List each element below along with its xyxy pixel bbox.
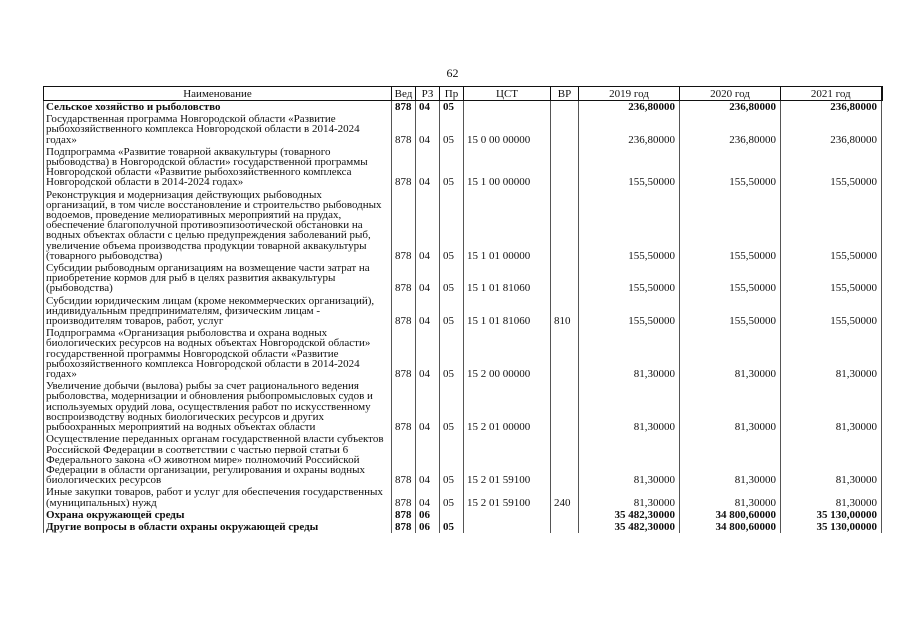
amount-2020-cell: 155,50000	[680, 189, 781, 262]
vr-cell	[551, 327, 579, 380]
amount-2021-cell: 35 130,00000	[781, 509, 882, 521]
cst-cell	[464, 521, 551, 533]
rz-cell: 04	[416, 262, 440, 295]
ved-cell: 878	[392, 521, 416, 533]
table-row	[44, 101, 882, 114]
amount-2021-cell: 155,50000	[781, 146, 882, 189]
header-ved: Вед	[392, 87, 416, 101]
rz-cell: 06	[416, 521, 440, 533]
amount-2019-cell: 155,50000	[579, 189, 680, 262]
header-2020: 2020 год	[680, 87, 781, 101]
amount-2019-cell: 81,30000	[579, 486, 680, 508]
cst-cell: 15 1 01 81060	[464, 295, 551, 328]
header-name: Наименование	[44, 87, 392, 101]
amount-2020-cell: 81,30000	[680, 486, 781, 508]
amount-2021-cell: 81,30000	[781, 380, 882, 433]
ved-cell: 878	[392, 327, 416, 380]
vr-cell	[551, 262, 579, 295]
name-cell: Иные закупки товаров, работ и услуг для обеспечения государственных (муниципальных) нужд	[44, 486, 392, 508]
vr-cell	[551, 380, 579, 433]
ved-cell: 878	[392, 509, 416, 521]
amount-2019-cell: 81,30000	[579, 433, 680, 486]
ved-cell: 878	[392, 433, 416, 486]
rz-cell: 04	[416, 189, 440, 262]
table-row	[44, 380, 882, 433]
cst-cell	[464, 101, 551, 114]
vr-cell	[551, 189, 579, 262]
amount-2019-cell: 155,50000	[579, 295, 680, 328]
amount-2021-cell: 236,80000	[781, 101, 882, 114]
cst-cell: 15 0 00 00000	[464, 113, 551, 146]
pr-cell: 05	[440, 327, 464, 380]
cst-cell: 15 2 01 59100	[464, 433, 551, 486]
amount-2020-cell: 236,80000	[680, 113, 781, 146]
name-cell: Подпрограмма «Развитие товарной аквакультуры (товарного рыбоводства) в Новгородской области» государственной программы Новгородской области «Развитие рыбохозяйственного комплекса Новгородской области в 2014-2024 годах»	[44, 146, 392, 189]
table-row	[44, 113, 882, 146]
rz-cell: 04	[416, 433, 440, 486]
header-2021: 2021 год	[781, 87, 882, 101]
name-cell: Государственная программа Новгородской области «Развитие рыбохозяйственного комплекса Новгородской области в 2014-2024 годах»	[44, 113, 392, 146]
amount-2020-cell: 81,30000	[680, 433, 781, 486]
ved-cell: 878	[392, 486, 416, 508]
table-row	[44, 521, 882, 533]
name-cell: Осуществление переданных органам государственной власти субъектов Российской Федерации в соответствии с частью первой статьи 6 Федерального закона «О животном мире» полномочий Российской Федерации в области организации, регулирования и охраны водных биологических ресурсов	[44, 433, 392, 486]
amount-2021-cell: 236,80000	[781, 113, 882, 146]
amount-2021-cell: 81,30000	[781, 486, 882, 508]
page-number: 62	[446, 66, 459, 80]
table-row	[44, 327, 882, 380]
name-cell: Охрана окружающей среды	[44, 509, 392, 521]
rz-cell: 04	[416, 146, 440, 189]
amount-2019-cell: 236,80000	[579, 113, 680, 146]
amount-2020-cell: 155,50000	[680, 295, 781, 328]
amount-2021-cell: 81,30000	[781, 327, 882, 380]
pr-cell: 05	[440, 380, 464, 433]
pr-cell: 05	[440, 433, 464, 486]
amount-2019-cell: 236,80000	[579, 101, 680, 114]
table-row	[44, 295, 882, 328]
pr-cell	[440, 509, 464, 521]
amount-2019-cell: 35 482,30000	[579, 521, 680, 533]
amount-2021-cell: 35 130,00000	[781, 521, 882, 533]
amount-2020-cell: 155,50000	[680, 262, 781, 295]
name-cell: Субсидии юридическим лицам (кроме некоммерческих организаций), индивидуальным предпринимателям, физическим лицам - производителям товаров, работ, услуг	[44, 295, 392, 328]
pr-cell: 05	[440, 262, 464, 295]
rz-cell: 04	[416, 327, 440, 380]
amount-2020-cell: 155,50000	[680, 146, 781, 189]
rz-cell: 04	[416, 380, 440, 433]
table-header-row	[44, 87, 882, 101]
header-rz: РЗ	[416, 87, 440, 101]
rz-cell: 04	[416, 486, 440, 508]
ved-cell: 878	[392, 146, 416, 189]
vr-cell	[551, 433, 579, 486]
ved-cell: 878	[392, 380, 416, 433]
rz-cell: 04	[416, 113, 440, 146]
cst-cell: 15 2 01 59100	[464, 486, 551, 508]
cst-cell: 15 2 01 00000	[464, 380, 551, 433]
name-cell: Реконструкция и модернизация действующих рыбоводных организаций, в том числе восстановление и строительство рыбоводных водоемов, проведение мелиоративных мероприятий на прудах, обеспечение благополучной противоэпизоотической обстановки на водных объектах области с целью предупреждения заболеваний рыб, увеличение объема производства продукции товарной аквакультуры (товарного рыбоводства)	[44, 189, 392, 262]
header-vr: ВР	[551, 87, 579, 101]
amount-2020-cell: 34 800,60000	[680, 509, 781, 521]
rz-cell: 04	[416, 101, 440, 114]
name-cell: Субсидии рыбоводным организациям на возмещение части затрат на приобретение кормов для рыб в целях развития аквакультуры (рыбоводства)	[44, 262, 392, 295]
vr-cell	[551, 101, 579, 114]
ved-cell: 878	[392, 113, 416, 146]
ved-cell: 878	[392, 295, 416, 328]
cst-cell: 15 1 00 00000	[464, 146, 551, 189]
amount-2020-cell: 81,30000	[680, 380, 781, 433]
vr-cell	[551, 521, 579, 533]
table-body	[44, 101, 882, 534]
cst-cell: 15 2 00 00000	[464, 327, 551, 380]
amount-2019-cell: 35 482,30000	[579, 509, 680, 521]
amount-2021-cell: 155,50000	[781, 262, 882, 295]
vr-cell: 240	[551, 486, 579, 508]
header-pr: Пр	[440, 87, 464, 101]
pr-cell: 05	[440, 146, 464, 189]
amount-2020-cell: 34 800,60000	[680, 521, 781, 533]
amount-2021-cell: 155,50000	[781, 189, 882, 262]
header-2019: 2019 год	[579, 87, 680, 101]
table-row	[44, 189, 882, 262]
amount-2020-cell: 236,80000	[680, 101, 781, 114]
name-cell: Сельское хозяйство и рыболовство	[44, 101, 392, 114]
pr-cell: 05	[440, 521, 464, 533]
amount-2019-cell: 81,30000	[579, 380, 680, 433]
pr-cell: 05	[440, 486, 464, 508]
pr-cell: 05	[440, 101, 464, 114]
amount-2021-cell: 81,30000	[781, 433, 882, 486]
vr-cell	[551, 113, 579, 146]
cst-cell: 15 1 01 81060	[464, 262, 551, 295]
table-row	[44, 486, 882, 508]
amount-2021-cell: 155,50000	[781, 295, 882, 328]
cst-cell	[464, 509, 551, 521]
amount-2020-cell: 81,30000	[680, 327, 781, 380]
name-cell: Подпрограмма «Организация рыболовства и охрана водных биологических ресурсов на водных объектах Новгородской области» государственной программы Новгородской области «Развитие рыбохозяйственного комплекса Новгородской области в 2014-2024 годах»	[44, 327, 392, 380]
name-cell: Увеличение добычи (вылова) рыбы за счет рационального ведения рыболовства, модернизации и обновления рыбопромысловых судов и используемых орудий лова, осуществления работ по искусственному воспроизводству водных биологических ресурсов и других рыбоохранных мероприятий на водных объектах области	[44, 380, 392, 433]
ved-cell: 878	[392, 189, 416, 262]
vr-cell	[551, 509, 579, 521]
rz-cell: 04	[416, 295, 440, 328]
table-row	[44, 509, 882, 521]
table-row	[44, 262, 882, 295]
budget-table	[43, 86, 883, 533]
rz-cell: 06	[416, 509, 440, 521]
ved-cell: 878	[392, 262, 416, 295]
table-row	[44, 433, 882, 486]
pr-cell: 05	[440, 295, 464, 328]
vr-cell: 810	[551, 295, 579, 328]
header-cst: ЦСТ	[464, 87, 551, 101]
pr-cell: 05	[440, 113, 464, 146]
pr-cell: 05	[440, 189, 464, 262]
amount-2019-cell: 155,50000	[579, 262, 680, 295]
table-row	[44, 146, 882, 189]
vr-cell	[551, 146, 579, 189]
ved-cell: 878	[392, 101, 416, 114]
amount-2019-cell: 155,50000	[579, 146, 680, 189]
cst-cell: 15 1 01 00000	[464, 189, 551, 262]
name-cell: Другие вопросы в области охраны окружающей среды	[44, 521, 392, 533]
amount-2019-cell: 81,30000	[579, 327, 680, 380]
